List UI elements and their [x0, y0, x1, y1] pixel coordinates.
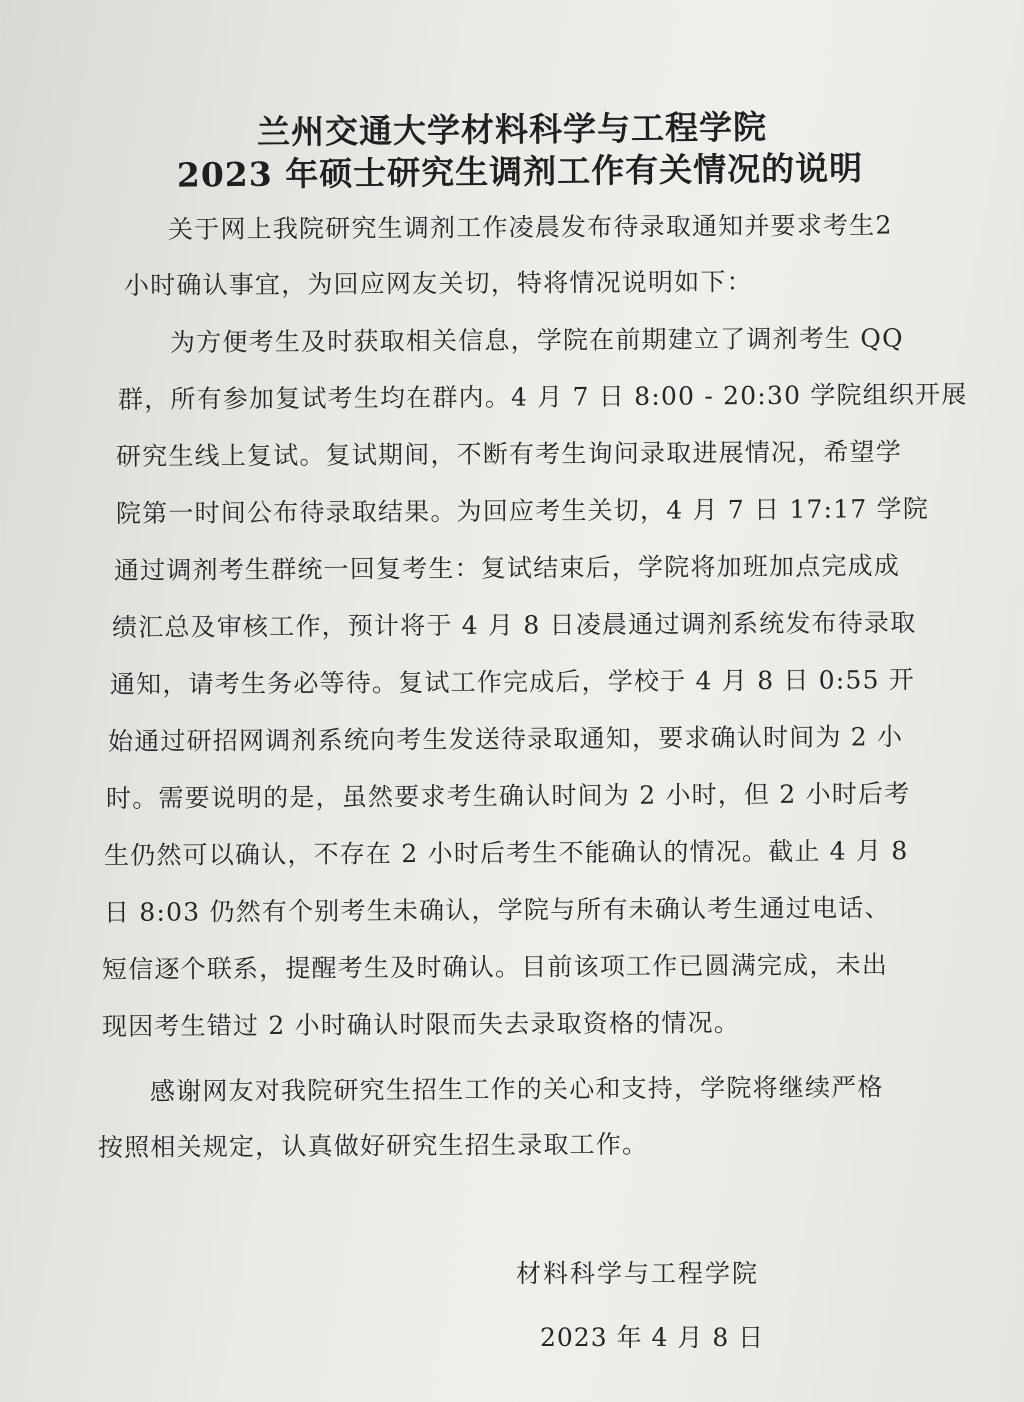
body-line: 现因考生错过 2 小时确认时限而失去录取资格的情况。: [101, 1008, 741, 1041]
body-line: 按照相关规定，认真做好研究生招生录取工作。: [97, 1129, 649, 1162]
signature-date: 2023 年 4 月 8 日: [540, 1323, 765, 1352]
body-line: 通过调剂考生群统一回复考生：复试结束后，学院将加班加点完成成: [113, 551, 901, 585]
body-line: 研究生线上复试。复试期间，不断有考生询问录取进展情况，希望学: [115, 437, 903, 471]
document-title-line-1: 兰州交通大学材料科学与工程学院: [256, 107, 768, 152]
body-line: 短信逐个联系，提醒考生及时确认。目前该项工作已圆满完成，未出: [101, 950, 889, 984]
body-line: 时。需要说明的是，虽然要求考生确认时间为 2 小时，但 2 小时后考: [105, 779, 911, 813]
body-line: 为方便考生及时获取相关信息，学院在前期建立了调剂考生 QQ: [169, 323, 904, 357]
body-line: 小时确认事宜，为回应网友关切，特将情况说明如下：: [123, 267, 753, 300]
body-line: 日 8:03 仍然有个别考生未确认，学院与所有未确认考生通过电话、: [103, 893, 891, 927]
body-line: 感谢网友对我院研究生招生工作的关心和支持，学院将继续严格: [149, 1072, 884, 1106]
body-line: 群，所有参加复试考生均在群内。4 月 7 日 8:00 - 20:30 学院组织开展: [117, 379, 968, 414]
document-title-line-2: 2023 年硕士研究生调剂工作有关情况的说明: [176, 148, 864, 195]
body-line: 通知，请考生务必等待。复试工作完成后，学校于 4 月 8 日 0:55 开: [109, 665, 916, 699]
body-line: 始通过研招网调剂系统向考生发送待录取通知，要求确认时间为 2 小: [107, 722, 904, 756]
body-line: 关于网上我院研究生调剂工作凌晨发布待录取通知并要求考生2: [167, 210, 893, 244]
body-line: 院第一时间公布待录取结果。为回应考生关切，4 月 7 日 17:17 学院: [115, 494, 930, 528]
signature-organization: 材料科学与工程学院: [516, 1259, 760, 1288]
body-line: 绩汇总及审核工作，预计将于 4 月 8 日凌晨通过调剂系统发布待录取: [111, 608, 917, 642]
body-line: 生仍然可以确认，不存在 2 小时后考生不能确认的情况。截止 4 月 8: [103, 836, 909, 870]
